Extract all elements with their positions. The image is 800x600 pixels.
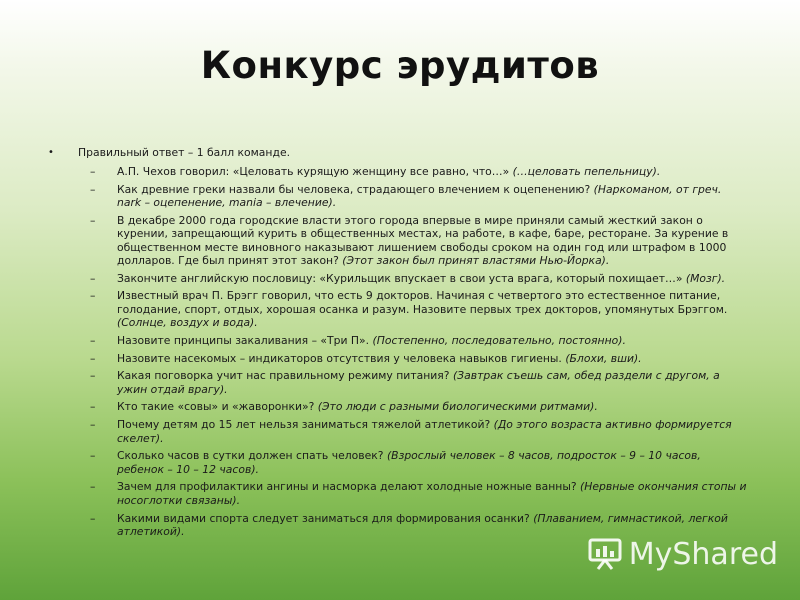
question-text: Сколько часов в сутки должен спать человек? bbox=[117, 449, 387, 463]
watermark bbox=[587, 536, 778, 572]
question-text: Зачем для профилактики ангины и насморка делают холодные ножные ванны? bbox=[117, 480, 581, 494]
list-item bbox=[48, 480, 748, 507]
answer-text: (…целовать пепельницу). bbox=[512, 165, 661, 178]
item-text bbox=[117, 334, 748, 347]
dash-symbol: – bbox=[90, 511, 96, 525]
list-item bbox=[48, 165, 748, 178]
item-text bbox=[117, 165, 748, 178]
question-text: Кто такие «совы» и «жаворонки»? bbox=[117, 400, 318, 414]
answer-text: (Постепенно, последовательно, постоянно). bbox=[372, 333, 626, 347]
dash-symbol: – bbox=[90, 400, 96, 414]
question-text: Какими видами спорта следует заниматься для формирования осанки? bbox=[117, 511, 534, 525]
dash-symbol: – bbox=[90, 271, 96, 285]
answer-text: (Этот закон был принят властями Нью-Йорка). bbox=[342, 254, 610, 268]
item-text bbox=[117, 400, 748, 413]
answer-text: (Солнце, воздух и вода). bbox=[117, 316, 258, 330]
question-text: Закончите английскую пословицу: «Курильщик впускает в свои уста врага, который похищает…» bbox=[117, 271, 686, 285]
item-text bbox=[117, 289, 748, 329]
dash-symbol: – bbox=[90, 182, 96, 196]
list-item bbox=[48, 289, 748, 329]
item-text bbox=[117, 369, 748, 396]
presentation-board-icon bbox=[587, 536, 623, 572]
item-text bbox=[117, 183, 748, 210]
question-text: Какая поговорка учит нас правильному режиму питания? bbox=[117, 369, 453, 383]
bullet-symbol: • bbox=[48, 147, 54, 158]
item-text bbox=[117, 449, 748, 476]
list-item bbox=[48, 272, 748, 285]
list-item bbox=[48, 369, 748, 396]
slide-title: Конкурс эрудитов bbox=[200, 44, 600, 87]
question-text: Назовите принципы закаливания – «Три П». bbox=[117, 333, 373, 347]
answer-text: (Завтрак съешь сам, обед раздели с другом, а ужин отдай врагу). bbox=[117, 369, 720, 396]
question-text: Известный врач П. Брэгг говорил, что есть 9 докторов. Начиная с четвертого это естественное питание, голодание, спорт, отдых, хорошая осанка и разум. Назовите первых трех докторов, упомянутых Брэггом. bbox=[117, 289, 728, 316]
dash-symbol: – bbox=[90, 165, 96, 178]
item-text bbox=[117, 214, 748, 268]
question-list bbox=[48, 165, 748, 538]
answer-text: (Взрослый человек – 8 часов, подросток – 9 – 10 часов, ребенок – 10 – 12 часов). bbox=[117, 449, 701, 476]
list-item bbox=[48, 214, 748, 268]
intro-text: Правильный ответ – 1 балл команде. bbox=[78, 146, 291, 159]
question-text: В декабре 2000 года городские власти этого города впервые в мире приняли самый жесткий закон о курении, запрещающий курить в общественных местах, на работе, в кафе, баре, ресторане. За курение в общественном месте виновного наказывают лишением свободы сроком на один год или штрафом в 1000 долларов. Где был принят этот закон? bbox=[117, 213, 729, 268]
list-item bbox=[48, 334, 748, 347]
dash-symbol: – bbox=[90, 449, 96, 463]
question-text: Почему детям до 15 лет нельзя заниматься тяжелой атлетикой? bbox=[117, 418, 494, 432]
list-item bbox=[48, 449, 748, 476]
question-text: Назовите насекомых – индикаторов отсутствия у человека навыков гигиены. bbox=[117, 351, 566, 365]
list-item bbox=[48, 418, 748, 445]
dash-symbol: – bbox=[90, 333, 96, 347]
watermark-text: MyShared bbox=[628, 536, 778, 572]
item-text bbox=[117, 352, 748, 365]
answer-text: (Плаванием, гимнастикой, легкой атлетикой). bbox=[117, 511, 728, 538]
answer-text: (Блохи, вши). bbox=[565, 351, 642, 365]
question-text: Как древние греки назвали бы человека, страдающего влечением к оцепенению? bbox=[117, 182, 594, 196]
answer-text: (Наркоманом, от греч. nark – оцепенение, mania – влечение). bbox=[117, 182, 722, 210]
item-text bbox=[117, 512, 748, 539]
intro-bullet bbox=[48, 146, 748, 160]
item-text bbox=[117, 418, 748, 445]
answer-text: (Мозг). bbox=[685, 271, 726, 285]
answer-text: (Это люди с разными биологическими ритмами). bbox=[317, 400, 598, 414]
list-item bbox=[48, 400, 748, 413]
answer-text: (Нервные окончания стопы и носоглотки связаны). bbox=[117, 480, 747, 507]
dash-symbol: – bbox=[90, 369, 96, 383]
dash-symbol: – bbox=[90, 480, 96, 494]
dash-symbol: – bbox=[90, 351, 96, 365]
answer-text: (До этого возраста активно формируется скелет). bbox=[117, 418, 732, 445]
list-item bbox=[48, 183, 748, 210]
dash-symbol: – bbox=[90, 213, 96, 227]
list-item bbox=[48, 352, 748, 365]
item-text bbox=[117, 480, 748, 507]
dash-symbol: – bbox=[90, 418, 96, 432]
question-text: А.П. Чехов говорил: «Целовать курящую женщину все равно, что…» bbox=[117, 165, 513, 178]
list-item bbox=[48, 512, 748, 539]
item-text bbox=[117, 272, 748, 285]
dash-symbol: – bbox=[90, 289, 96, 303]
slide-content bbox=[48, 146, 748, 543]
